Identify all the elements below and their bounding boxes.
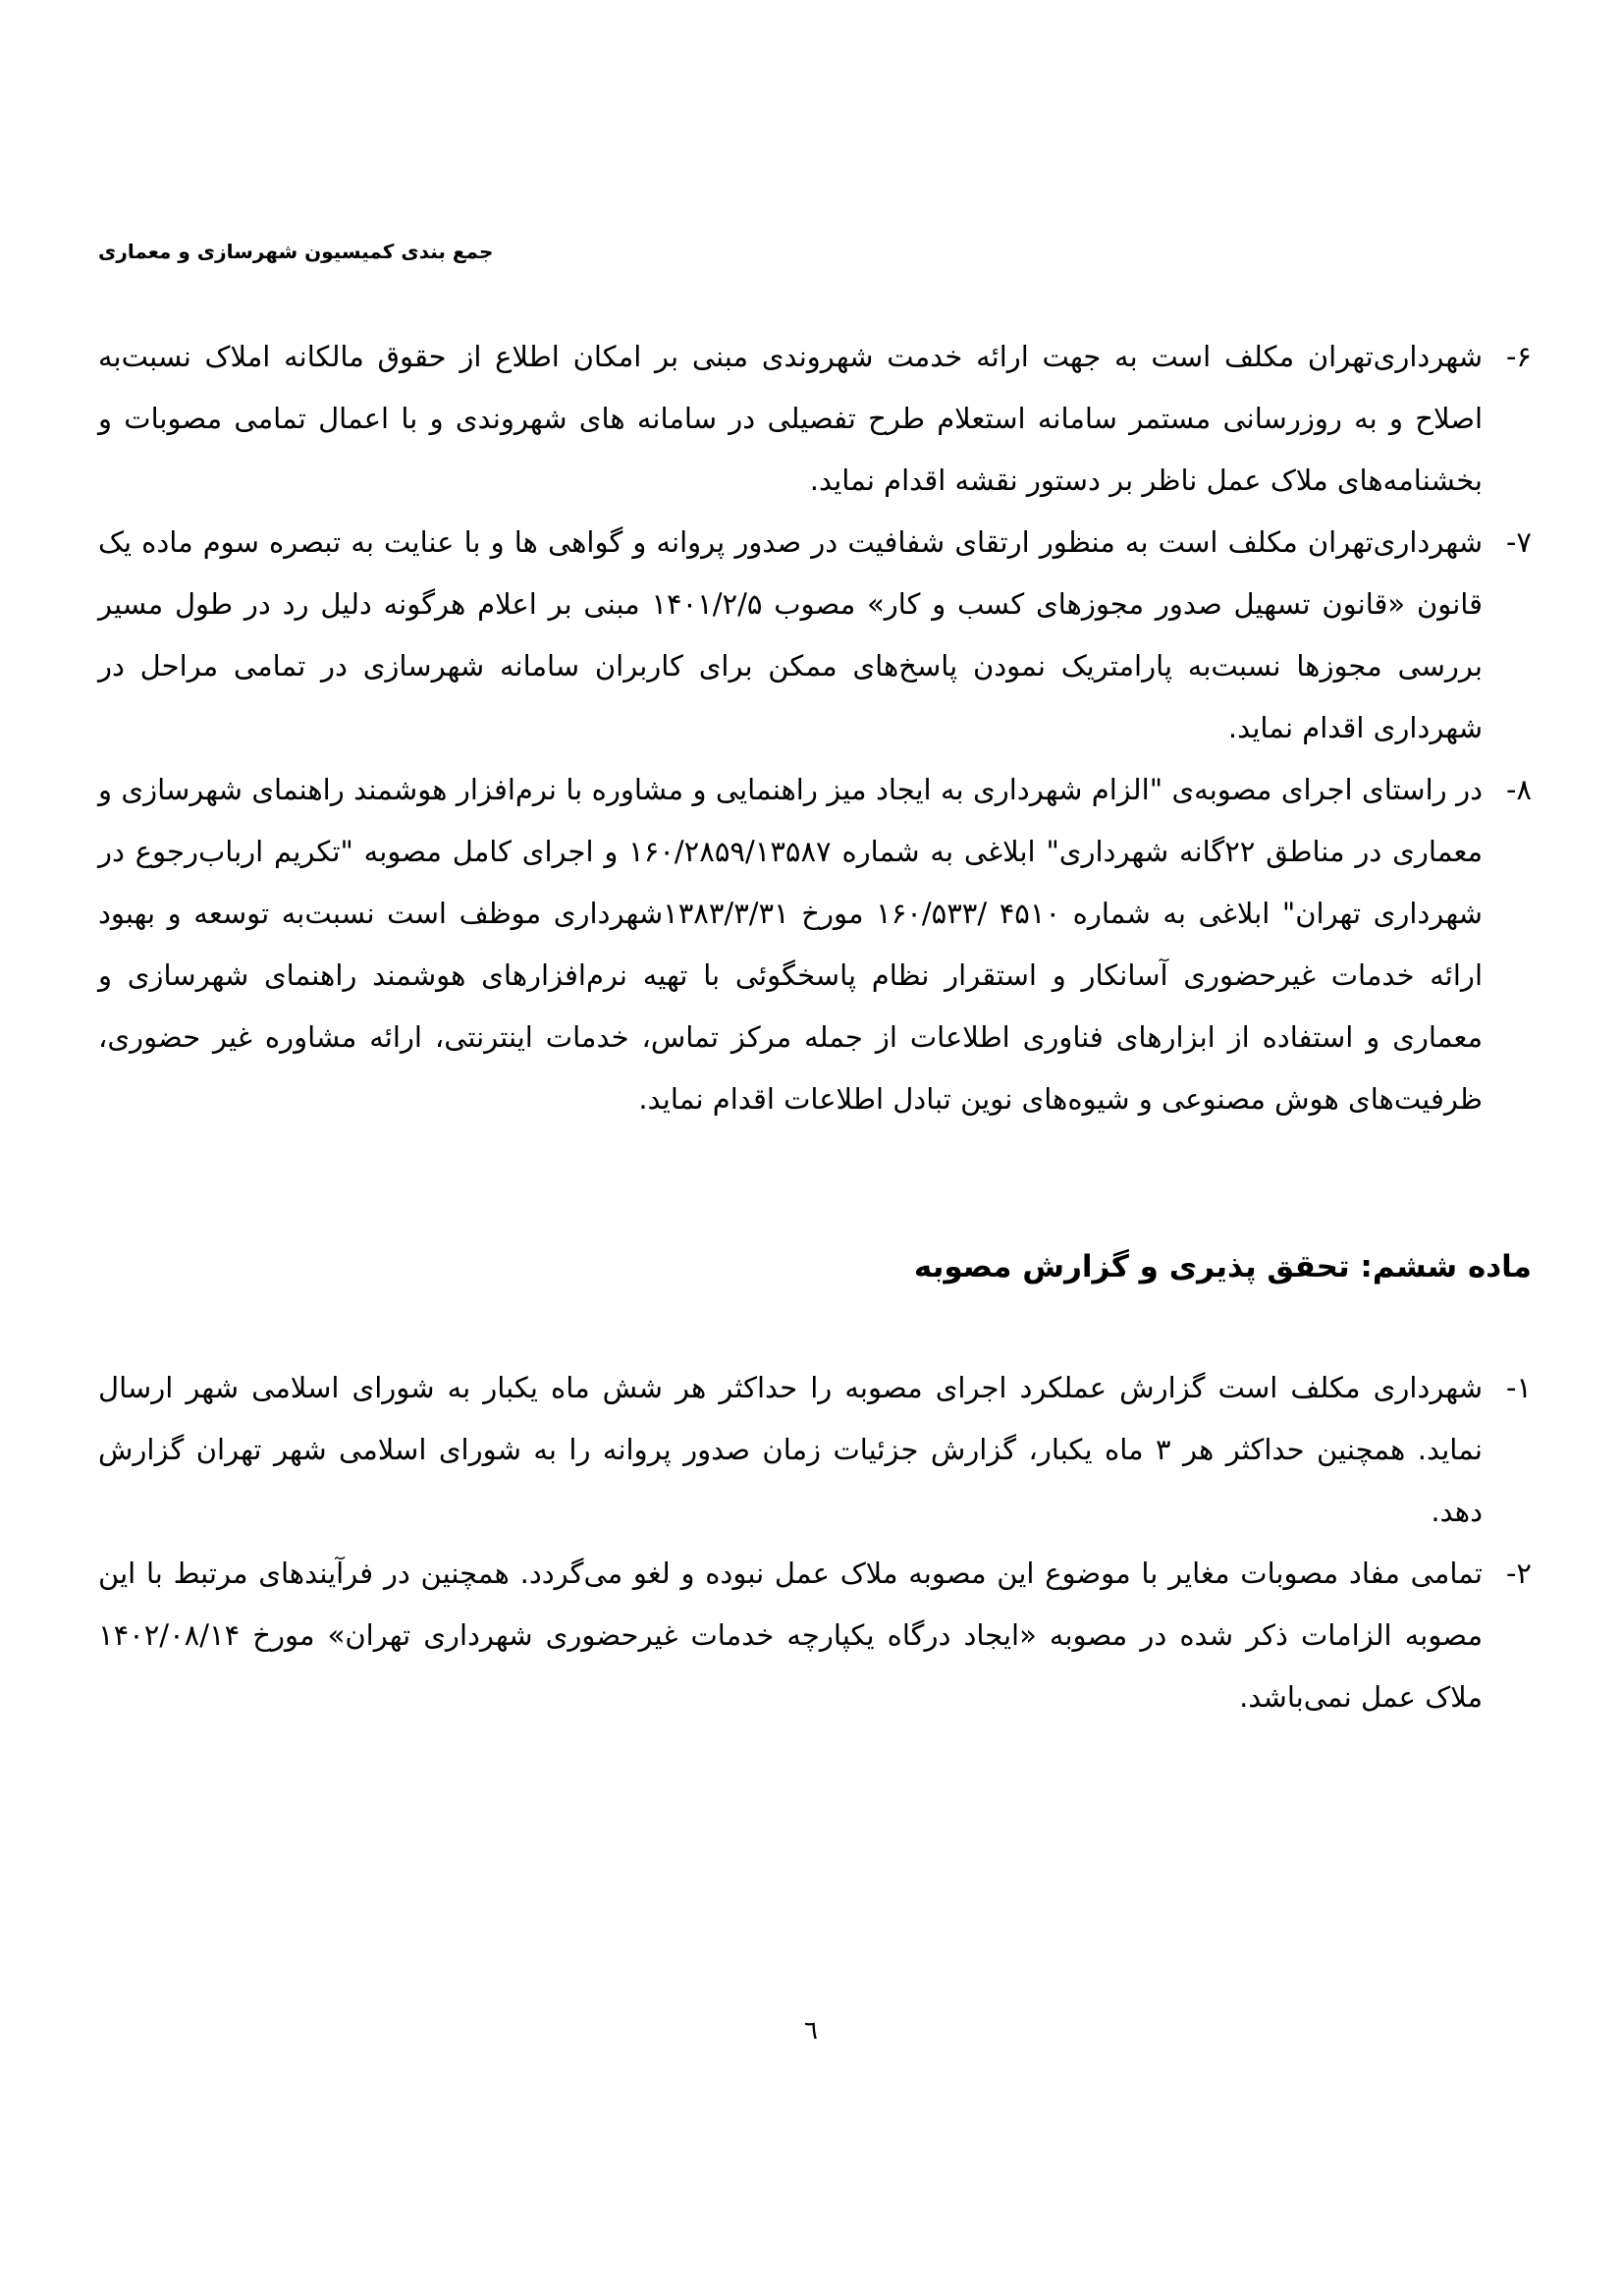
article-clause-list <box>98 1357 1532 1728</box>
list-item <box>98 1543 1532 1728</box>
clause-text: تمامی مفاد مصوبات مغایر با موضوع این مصوبه ملاک عمل نبوده و لغو می‌گردد. همچنین در فرآیندهای مرتبط با این مصوبه الزامات ذکر شده در مصوبه «ایجاد درگاه یکپارچه خدمات غیرحضوری شهرداری تهران» مورخ ۱۴۰۲/۰۸/۱۴ ملاک عمل نمی‌باشد. <box>98 1557 1483 1714</box>
list-item <box>98 512 1532 759</box>
clause-text: شهرداری مکلف است گزارش عملکرد اجرای مصوبه را حداکثر هر شش ماه یکبار به شورای اسلامی شهر ارسال نماید. همچنین حداکثر هر ۳ ماه یکبار، گزارش جزئیات زمان صدور پروانه را به شورای اسلامی شهر تهران گزارش دهد. <box>98 1371 1483 1528</box>
clause-number: ۱- <box>1505 1371 1532 1404</box>
list-item <box>98 759 1532 1130</box>
list-item <box>98 326 1532 512</box>
clause-text: شهرداری‌تهران مکلف است به جهت ارائه خدمت شهروندی مبنی بر امکان اطلاع از حقوق مالکانه املاک نسبت‌به اصلاح و به روزرسانی مستمر سامانه استعلام طرح تفصیلی در سامانه های شهروندی و با اعمال تمامی مصوبات و بخشنامه‌های ملاک عمل ناظر بر دستور نقشه اقدام نماید. <box>98 340 1483 497</box>
clause-text: در راستای اجرای مصوبه‌ی "الزام شهرداری به ایجاد میز راهنمایی و مشاوره با نرم‌افزار هوشمند راهنمای شهرسازی و معماری در مناطق ۲۲گانه شهرداری" ابلاغی به شماره ۱۶۰/۲۸۵۹/۱۳۵۸۷ و اجرای کامل مصوبه "تکریم ارباب‌رجوع در شهرداری تهران" ابلاغی به شماره ⁦۱۶۰/۵۳۳/ ۴۵۱۰⁩ مورخ ۱۳۸۳/۳/۳۱شهرداری موظف است نسبت‌به توسعه و بهبود ارائه خدمات غیرحضوری آسانکار و استقرار نظام پاسخگوئی با تهیه نرم‌افزارهای هوشمند راهنمای شهرسازی و معماری و استفاده از ابزارهای فناوری اطلاعات از جمله مرکز تماس، خدمات اینترنتی، ارائه مشاوره غیر حضوری، ظرفیت‌های هوش مصنوعی و شیوه‌های نوین تبادل اطلاعات اقدام نماید. <box>98 773 1483 1116</box>
list-item <box>98 1357 1532 1543</box>
clause-text: شهرداری‌تهران مکلف است به منظور ارتقای شفافیت در صدور پروانه و گواهی ها و با عنایت به تبصره سوم ماده یک قانون «قانون تسهیل صدور مجوزهای کسب و کار» مصوب ۱۴۰۱/۲/۵ مبنی بر اعلام هرگونه دلیل رد در طول مسیر بررسی مجوزها نسبت‌به پارامتریک نمودن پاسخ‌های ممکن برای کاربران سامانه شهرسازی در تمامی مراحل در شهرداری اقدام نماید. <box>98 525 1484 744</box>
page-number: ٦ <box>804 2016 818 2046</box>
document-header-title: جمع بندی کمیسیون شهرسازی و معماری <box>98 240 494 263</box>
clause-number: ۶- <box>1505 340 1532 373</box>
clause-list <box>98 326 1532 1130</box>
clause-number: ۲- <box>1505 1557 1532 1590</box>
clause-number: ۸- <box>1505 773 1532 806</box>
clause-number: ۷- <box>1505 525 1532 559</box>
article-heading: ماده ششم: تحقق پذیری و گزارش مصوبه <box>913 1249 1532 1285</box>
